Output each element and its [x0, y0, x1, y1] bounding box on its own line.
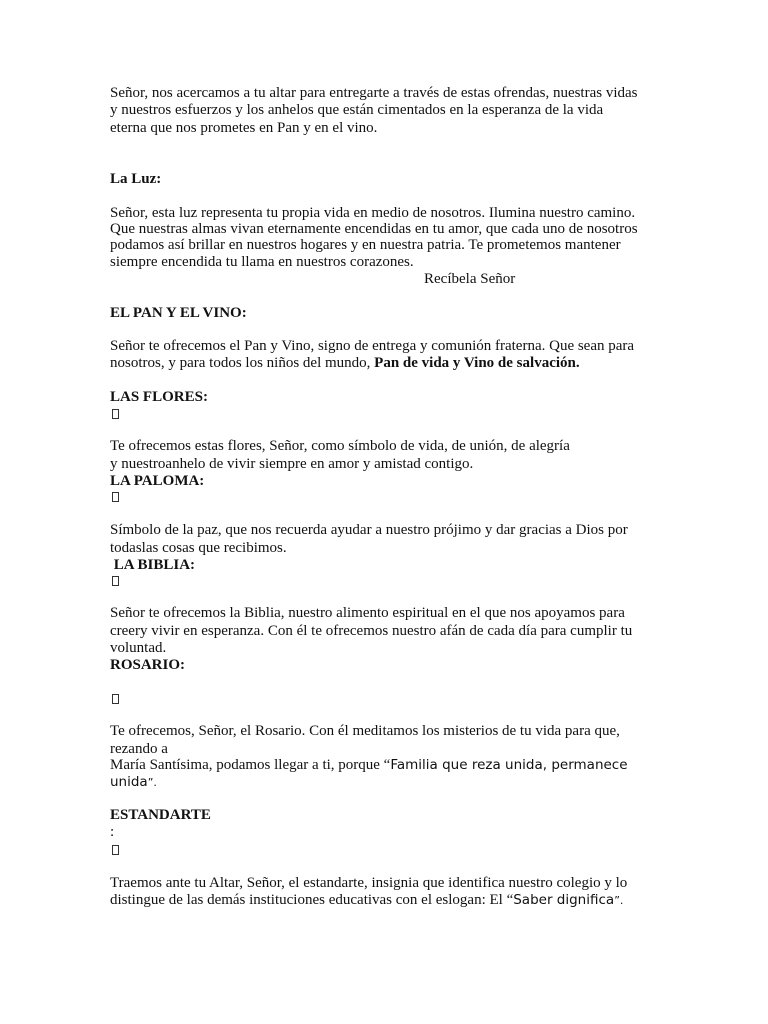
heading-estandarte: ESTANDARTE	[110, 807, 211, 823]
heading-el-pan-y-el-vino: EL PAN Y EL VINO:	[110, 305, 247, 321]
luz-line-4: siempre encendida tu llama en nuestros corazones.	[110, 254, 414, 270]
biblia-line-2: creery vivir en esperanza. Con él te ofrecemos nuestro afán de cada día para cumplir tu	[110, 623, 633, 639]
missing-glyph-icon	[112, 492, 119, 502]
missing-glyph-icon	[112, 409, 119, 419]
pan-line-2-bold: Pan de vida y Vino de salvación.	[374, 355, 580, 371]
pan-line-2	[110, 355, 580, 372]
rosario-line-4	[110, 774, 157, 791]
intro-line-1: Señor, nos acercamos a tu altar para entregarte a través de estas ofrendas, nuestras vidas	[110, 85, 638, 101]
intro-line-3: eterna que nos prometes en Pan y en el vino.	[110, 120, 378, 136]
estandarte-colon: :	[110, 824, 115, 840]
estandarte-line-2-text: distingue de las demás instituciones educativas con el eslogan: El “	[110, 892, 514, 908]
heading-la-paloma: LA PALOMA:	[110, 473, 205, 489]
rosario-quote-end: unida	[110, 774, 148, 790]
luz-line-2: Que nuestras almas vivan eternamente encendidas en tu amor, que cada uno de nosotros	[110, 221, 638, 237]
rosario-quote-text: Familia que reza unida, permanece	[390, 757, 628, 773]
missing-glyph-icon	[112, 576, 119, 586]
luz-closing: Recíbela Señor	[424, 271, 516, 287]
heading-rosario: ROSARIO:	[110, 657, 186, 673]
luz-line-1: Señor, esta luz representa tu propia vida en medio de nosotros. Ilumina nuestro camino.	[110, 205, 636, 221]
flores-line-2: y nuestroanhelo de vivir siempre en amor y amistad contigo.	[110, 456, 474, 472]
intro-line-2: y nuestros esfuerzos y los anhelos que están cimentados en la esperanza de la vida	[110, 102, 604, 118]
paloma-line-1: Símbolo de la paz, que nos recuerda ayudar a nuestro prójimo y dar gracias a Dios por	[110, 522, 628, 538]
rosario-line-3	[110, 757, 628, 774]
estandarte-line-1: Traemos ante tu Altar, Señor, el estandarte, insignia que identifica nuestro colegio y lo	[110, 875, 628, 891]
luz-line-3: podamos así brillar en nuestros hogares y en nuestra patria. Te prometemos mantener	[110, 237, 621, 253]
heading-las-flores: LAS FLORES:	[110, 389, 208, 405]
paloma-line-2: todaslas cosas que recibimos.	[110, 540, 287, 556]
missing-glyph-icon	[112, 845, 119, 855]
biblia-line-1: Señor te ofrecemos la Biblia, nuestro alimento espiritual en el que nos apoyamos para	[110, 605, 625, 621]
pan-line-1: Señor te ofrecemos el Pan y Vino, signo de entrega y comunión fraterna. Que sean para	[110, 338, 635, 354]
missing-glyph-icon	[112, 694, 119, 704]
rosario-line-2: rezando a	[110, 741, 168, 757]
rosario-quote-close: ”.	[147, 776, 157, 789]
biblia-line-3: voluntad.	[110, 640, 167, 656]
flores-line-1: Te ofrecemos estas flores, Señor, como símbolo de vida, de unión, de alegría	[110, 438, 570, 454]
rosario-line-3-text: María Santísima, podamos llegar a ti, porque “	[110, 757, 391, 773]
heading-la-luz: La Luz:	[110, 171, 162, 187]
estandarte-slogan: Saber dignifica	[513, 892, 615, 908]
heading-la-biblia: LA BIBLIA:	[110, 557, 196, 573]
pan-line-2-text: nosotros, y para todos los niños del mundo,	[110, 355, 375, 371]
rosario-line-1: Te ofrecemos, Señor, el Rosario. Con él meditamos los misterios de tu vida para que,	[110, 723, 620, 739]
estandarte-line-2	[110, 892, 623, 909]
estandarte-quote-close: ”.	[614, 894, 624, 907]
